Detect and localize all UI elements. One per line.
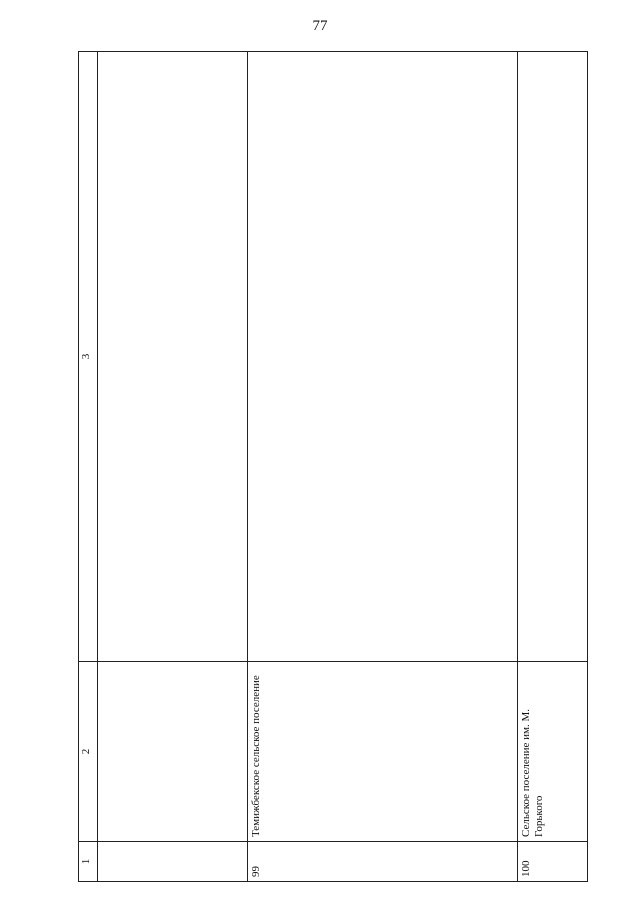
page-number: 77 (312, 18, 328, 34)
row-settlement: Темижбекское сельское поселение (248, 662, 518, 842)
table-row (248, 52, 518, 882)
row-text (518, 52, 588, 662)
row-number: 99 (248, 842, 518, 882)
row-settlement: Сельское поселение им. М. Горького (518, 662, 588, 842)
header-col-3: 3 (79, 52, 98, 662)
table-container (78, 52, 586, 882)
table-header-row (79, 52, 98, 882)
rotated-table-frame (78, 52, 586, 882)
row-number (98, 842, 248, 882)
row-text (248, 52, 518, 662)
row-number: 100 (518, 842, 588, 882)
tariff-table (78, 51, 588, 882)
table-row (98, 52, 248, 882)
row-text (98, 52, 248, 662)
table-row (518, 52, 588, 882)
header-col-2: 2 (79, 662, 98, 842)
header-col-1: 1 (79, 842, 98, 882)
row-settlement (98, 662, 248, 842)
